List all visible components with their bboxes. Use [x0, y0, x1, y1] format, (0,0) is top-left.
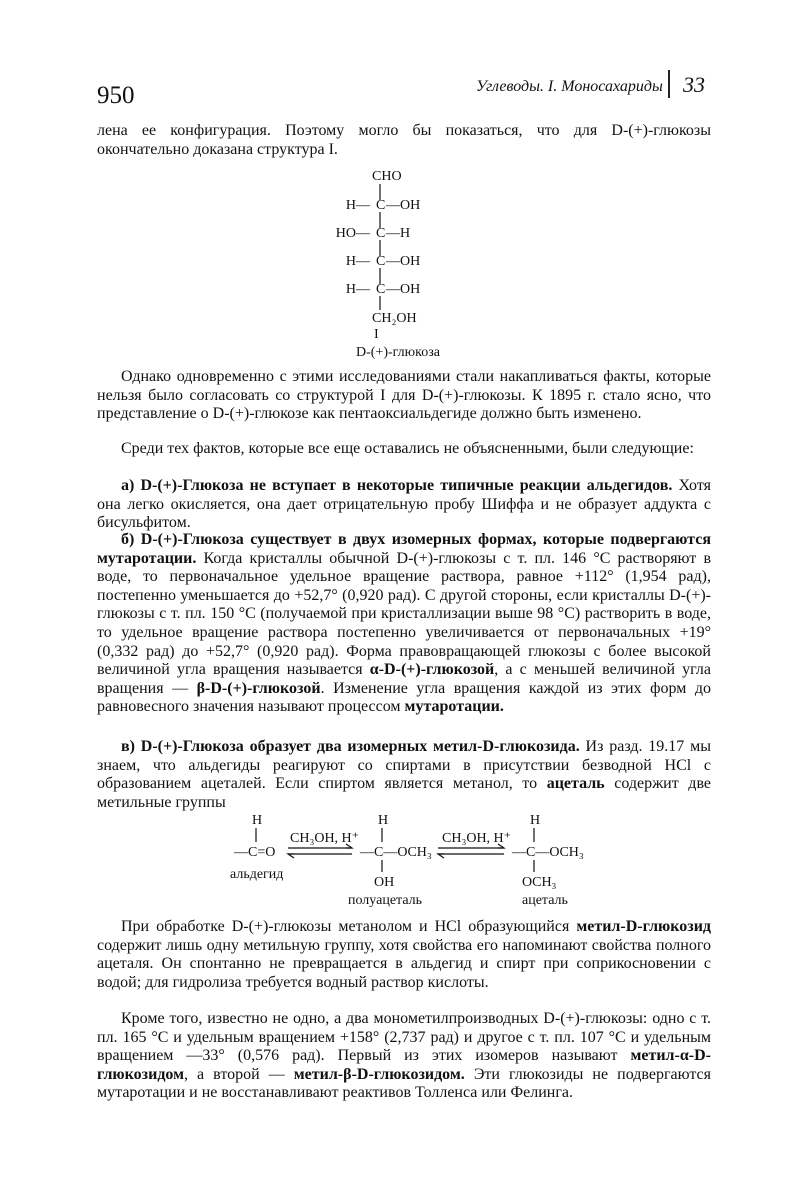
acetal-formula: —C—OCH₃ — [512, 845, 584, 860]
hemiacetal-formula: —C—OCH₃ — [360, 845, 432, 860]
fact-b-text-2: , а с меньшей величиной угла вращения — — [97, 661, 711, 697]
hemiacetal-label: полуацеталь — [348, 893, 423, 908]
hemiacetal-h: H — [378, 813, 389, 828]
carbon-2: C — [376, 226, 386, 241]
running-title: Углеводы. I. Моносахариды — [476, 78, 663, 95]
mutarotation-term: мутаротации. — [404, 698, 504, 716]
row2-right: —H — [386, 226, 411, 241]
paragraph-4 — [97, 918, 711, 992]
acetal-label: ацеталь — [522, 893, 568, 908]
row3-right: —OH — [386, 254, 421, 269]
methyl-beta-glucoside-term: метил-β-D-глюкозидом. — [293, 1065, 465, 1083]
page-number: 950 — [97, 82, 135, 109]
fact-c-heading: в) D-(+)-Глюкоза образует два изомерных метил-D-глюкозида. — [121, 738, 580, 755]
acetal-formation-scheme — [230, 810, 610, 915]
structure-roman-label: I — [374, 327, 379, 342]
row1-left: H— — [345, 198, 370, 213]
paragraph-2: Однако одновременно с этими исследованиями стали накапливаться факты, которые нельзя было согласовать со структурой I для D-(+)-глюкозы. К 1895 г. стало ясно, что представление о D-(+)-глюкозе как пентаоксиальдегиде должно быть изменено. — [97, 368, 711, 423]
carbon-4: C — [376, 282, 386, 297]
cho-group: CHO — [372, 169, 402, 184]
paragraph-b — [97, 531, 711, 717]
aldehyde-formula: —C=O — [234, 845, 276, 860]
arrow-back-1-head — [288, 854, 294, 858]
methyl-glucoside-term: метил-D-глюкозид — [576, 918, 712, 935]
p5-text-3: Эти глюкозиды не подвергаются мутаротации и не восстанавливают реактивов Толленса или Фелинга. — [97, 1065, 711, 1102]
structure-caption: D-(+)-глюкоза — [356, 345, 440, 360]
acetal-och3: OCH₃ — [522, 875, 557, 890]
fact-b-text-1: Когда кристаллы обычной D-(+)-глюкозы с т. пл. 146 °С растворяют в воде, то первоначальное удельное вращение раствора, равное +112° (1,954 рад), постепенно уменьшается до +52,7° (0,920 рад). С другой стороны, если кристаллы D-(+)-глюкозы с т. пл. 150 °С (получаемой при кристаллизации выше 98 °С) растворить в воде, то удельное вращение раствора постепенно увеличивается от первоначальных +19° (0,332 рад) до +52,7° (0,920 рад). Форма правовращающей глюкозы с более высокой величиной угла вращения называется — [97, 549, 711, 679]
p4-text-1: При обработке D-(+)-глюкозы метанолом и HCl образующийся — [121, 918, 577, 935]
p4-text-2: содержит лишь одну метильную группу, хотя свойства его напоминают свойства полного ацеталя. Он спонтанно не превращается в альдегид и спирт при соприкосновении с водой; для гидролиза требуется водный раствор кислоты. — [97, 936, 711, 991]
carbon-1: C — [376, 198, 386, 213]
hemiacetal-oh: OH — [374, 875, 395, 890]
glucose-structure — [335, 164, 460, 364]
alpha-glucose-term: α-D-(+)-глюкозой — [369, 661, 495, 679]
paragraph-c — [97, 738, 711, 812]
ch2oh-group: CH₂OH — [372, 311, 417, 326]
methyl-alpha-glucoside-term: метил-α-D-глюкозидом — [97, 1047, 711, 1083]
aldehyde-label: альдегид — [230, 867, 284, 882]
fact-a-heading: а) D-(+)-Глюкоза не вступает в некоторые типичные реакции альдегидов. — [121, 477, 673, 494]
arrow-back-2-head — [438, 854, 444, 858]
acetal-term: ацеталь — [546, 775, 605, 793]
header-rule — [668, 70, 670, 98]
beta-glucose-term: β-D-(+)-глюкозой — [196, 679, 321, 697]
fact-a-text: Хотя она легко окисляется, она дает отрицательную пробу Шиффа и не образует аддукта с бисульфитом. — [97, 477, 711, 532]
paragraph-a — [97, 477, 711, 533]
row1-right: —OH — [386, 198, 421, 213]
aldehyde-h: H — [252, 813, 263, 828]
paragraph-1: лена ее конфигурация. Поэтому могло бы показаться, что для D-(+)-глюкозы окончательно доказана структура I. — [97, 122, 711, 158]
p5-text-1: Кроме того, известно не одно, а два монометилпроизводных D-(+)-глюкозы: одно с т. пл. 165 °С и удельным вращением +158° (2,737 рад) и другое с т. пл. 107 °С и удельным вращением —33° (0,576 рад). Первый из этих изомеров называют — [97, 1010, 711, 1065]
fact-c-text-1: Из разд. 19.17 мы знаем, что альдегиды реагируют со спиртами в присутствии безводной HCl с образованием ацеталей. Если спиртом является метанол, то — [97, 738, 711, 793]
paragraph-5 — [97, 1010, 711, 1103]
fact-b-text-3: . Изменение угла вращения каждой из этих форм до равновесного значения называют процессом — [97, 679, 712, 716]
row2-left: HO— — [335, 226, 370, 241]
reagent-1: CH₃OH, H⁺ — [290, 831, 360, 846]
acetal-h: H — [530, 813, 541, 828]
carbon-3: C — [376, 254, 386, 269]
fact-b-heading: б) D-(+)-Глюкоза существует в двух изомерных формах, которые подвергаются мутаротации. — [97, 531, 711, 567]
fact-c-text-2: содержит две метильные группы — [97, 775, 712, 811]
p5-text-2: , а второй — — [184, 1065, 294, 1083]
chapter-number: 33 — [683, 72, 705, 97]
row4-right: —OH — [386, 282, 421, 297]
reagent-2: CH₃OH, H⁺ — [442, 831, 512, 846]
row4-left: H— — [345, 282, 370, 297]
paragraph-3: Среди тех фактов, которые все еще оставались не объясненными, были следующие: — [121, 440, 694, 457]
row3-left: H— — [345, 254, 370, 269]
